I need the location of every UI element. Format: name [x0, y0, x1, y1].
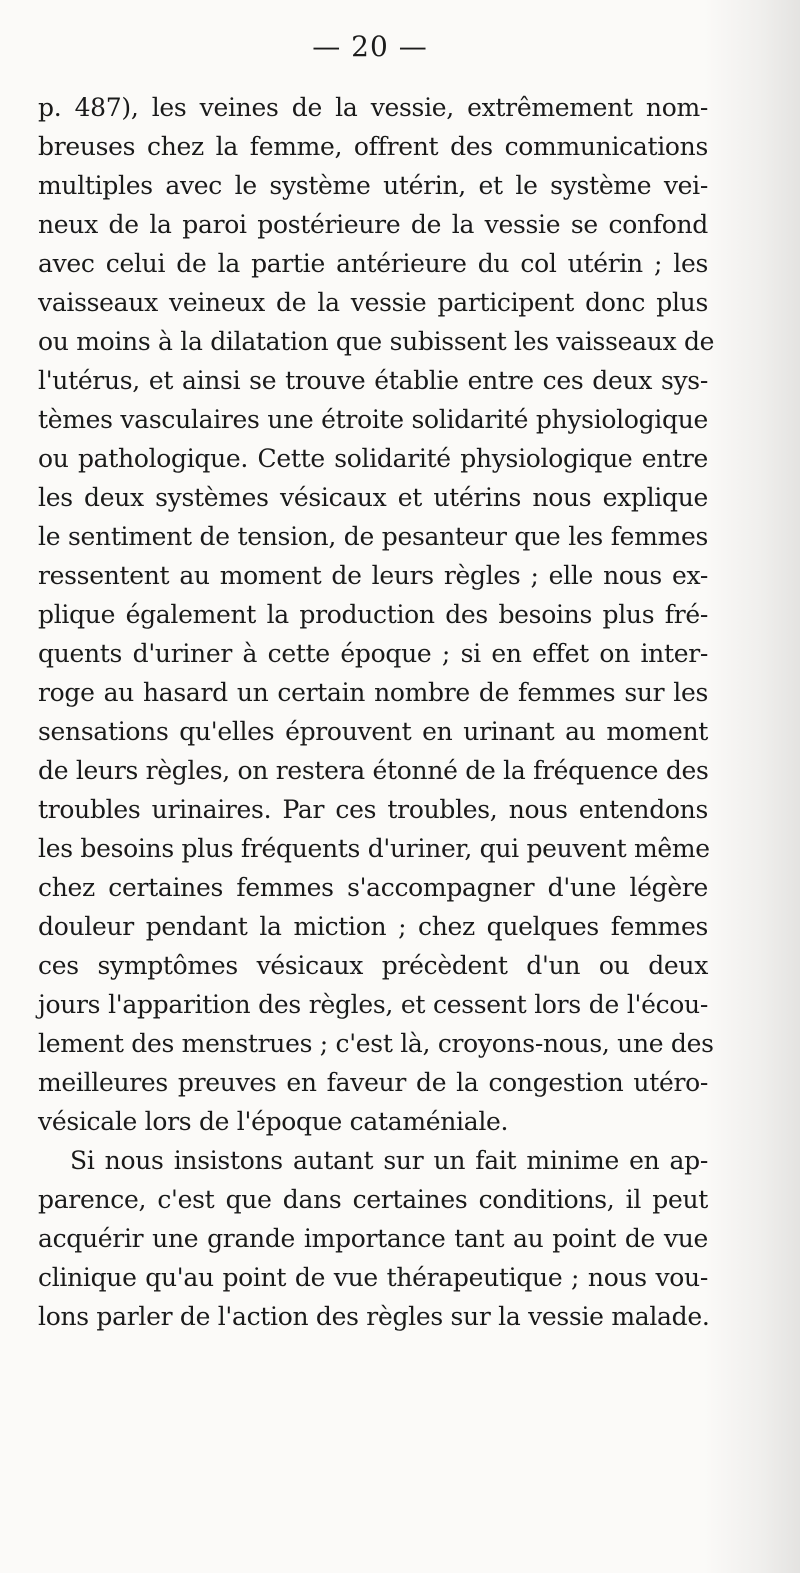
text-line: acquérir une grande importance tant au point de vue: [38, 1224, 708, 1253]
text-line: neux de la paroi postérieure de la vessie se confond: [38, 210, 708, 239]
text-line: vaisseaux veineux de la vessie participent donc plus: [38, 288, 708, 317]
text-line: douleur pendant la miction ; chez quelques femmes: [38, 912, 708, 941]
text-line: tèmes vasculaires une étroite solidarité physiologique: [38, 405, 708, 434]
text-line: avec celui de la partie antérieure du col utérin ; les: [38, 249, 708, 278]
text-line: les besoins plus fréquents d'uriner, qui peuvent même: [38, 834, 710, 863]
text-line: chez certaines femmes s'accompagner d'une légère: [38, 873, 708, 902]
body-text: [38, 88, 715, 1336]
text-line: ressentent au moment de leurs règles ; elle nous ex-: [38, 561, 708, 590]
text-line: clinique qu'au point de vue thérapeutique ; nous vou-: [38, 1263, 708, 1292]
text-line: plique également la production des besoins plus fré-: [38, 600, 708, 629]
text-line: l'utérus, et ainsi se trouve établie entre ces deux sys-: [38, 366, 708, 395]
text-line: ou moins à la dilatation que subissent les vaisseaux de: [38, 327, 715, 356]
text-line: les deux systèmes vésicaux et utérins nous explique: [38, 483, 708, 512]
paragraph-1: [38, 88, 715, 1141]
text-line: troubles urinaires. Par ces troubles, nous entendons: [38, 795, 708, 824]
text-line: quents d'uriner à cette époque ; si en effet on inter-: [38, 639, 708, 668]
text-line: lons parler de l'action des règles sur la vessie malade.: [38, 1302, 710, 1331]
paragraph-2: [38, 1141, 708, 1336]
text-line: vésicale lors de l'époque cataméniale.: [38, 1107, 509, 1136]
text-line: ou pathologique. Cette solidarité physiologique entre: [38, 444, 708, 473]
text-line: sensations qu'elles éprouvent en urinant au moment: [38, 717, 708, 746]
text-line: p. 487), les veines de la vessie, extrêmement nom-: [38, 93, 708, 122]
text-line: roge au hasard un certain nombre de femmes sur les: [38, 678, 708, 707]
text-line: le sentiment de tension, de pesanteur que les femmes: [38, 522, 708, 551]
text-line: meilleures preuves en faveur de la congestion utéro-: [38, 1068, 708, 1097]
text-line: ces symptômes vésicaux précèdent d'un ou deux: [38, 951, 708, 980]
text-line: parence, c'est que dans certaines conditions, il peut: [38, 1185, 708, 1214]
text-line: lement des menstrues ; c'est là, croyons-nous, une des: [38, 1029, 714, 1058]
page-number: — 20 —: [312, 30, 428, 63]
text-line: multiples avec le système utérin, et le système vei-: [38, 171, 708, 200]
text-line: de leurs règles, on restera étonné de la fréquence des: [38, 756, 709, 785]
text-line: jours l'apparition des règles, et cessent lors de l'écou-: [38, 990, 708, 1019]
text-line: breuses chez la femme, offrent des communications: [38, 132, 708, 161]
text-line: Si nous insistons autant sur un fait minime en ap-: [70, 1146, 708, 1175]
